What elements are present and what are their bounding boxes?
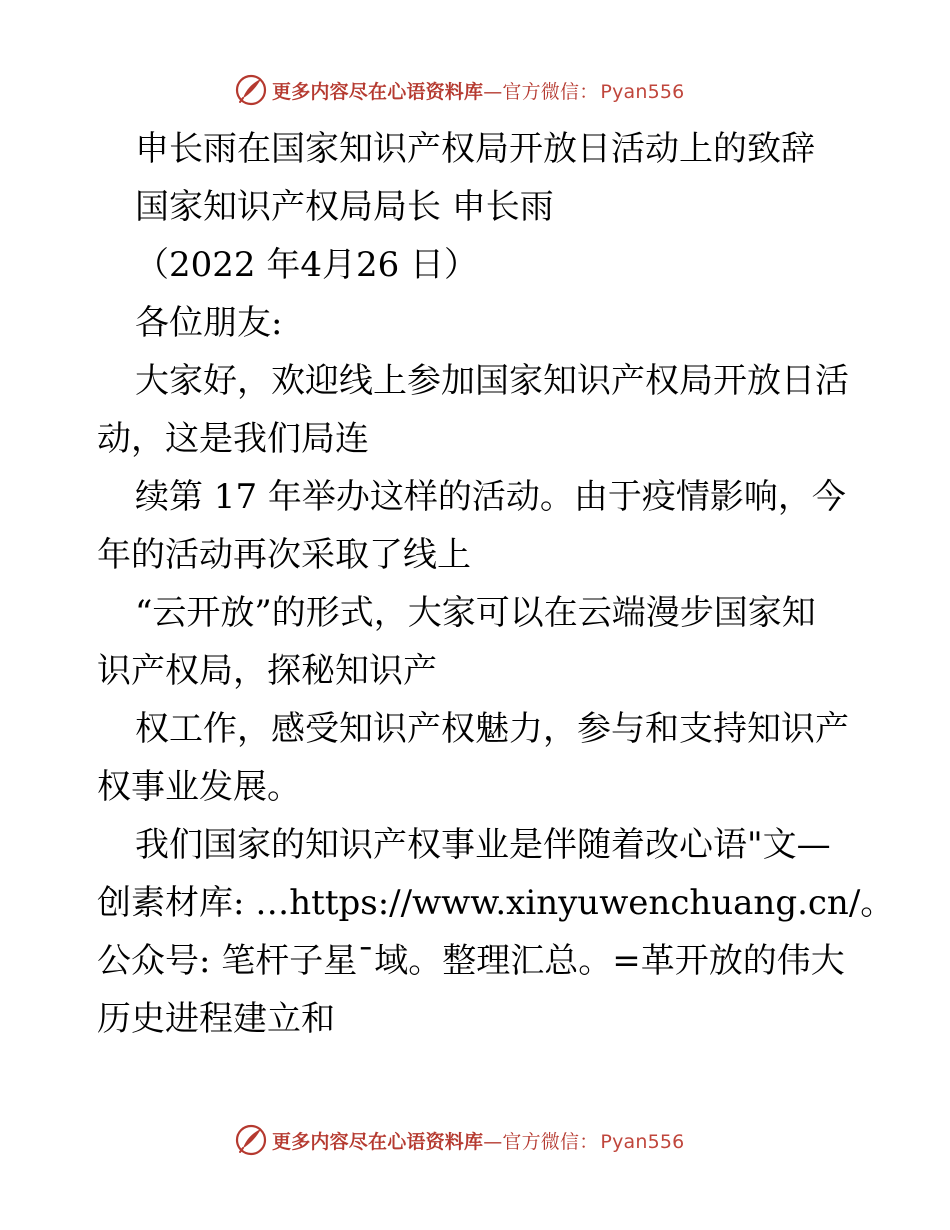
paragraph-line: 大家好，欢迎线上参加国家知识产权局开放日活	[135, 361, 849, 401]
document-body	[97, 120, 895, 1048]
paragraph-line: 创素材库: …https://www.xinyuwenchuang.cn/。	[97, 883, 895, 923]
watermark-official-label: 官方微信：	[502, 80, 599, 103]
watermark-footer	[234, 1123, 684, 1157]
paragraph-line: “云开放”的形式，大家可以在云端漫步国家知	[135, 593, 816, 633]
quill-logo-icon	[234, 1123, 268, 1157]
paragraph-line: 识产权局，探秘知识产	[97, 651, 437, 691]
document-title: 申长雨在国家知识产权局开放日活动上的致辞	[135, 129, 815, 169]
watermark-dash: —	[483, 80, 503, 103]
watermark-header	[234, 73, 684, 107]
document-author: 国家知识产权局局长 申长雨	[135, 187, 554, 227]
paragraph-line: 年的活动再次采取了线上	[97, 535, 471, 575]
watermark-site-name: 更多内容尽在心语资料库	[272, 80, 484, 103]
paragraph-line: 权事业发展。	[97, 767, 301, 807]
watermark-wechat-id: Pyan556	[600, 80, 685, 103]
paragraph-line: 公众号: 笔杆子星¯域。整理汇总。=革开放的伟大	[97, 941, 845, 981]
paragraph-line: 续第 17 年举办这样的活动。由于疫情影响，今	[135, 477, 846, 517]
watermark-official-label: 官方微信：	[502, 1130, 599, 1153]
watermark-site-name: 更多内容尽在心语资料库	[272, 1130, 484, 1153]
paragraph-line: 我们国家的知识产权事业是伴随着改心语"文—	[135, 825, 831, 865]
document-salutation: 各位朋友:	[135, 303, 283, 343]
paragraph-line: 动，这是我们局连	[97, 419, 369, 459]
paragraph-line: 历史进程建立和	[97, 999, 335, 1039]
watermark-wechat-id: Pyan556	[600, 1130, 685, 1153]
watermark-dash: —	[483, 1130, 503, 1153]
document-date: （2022 年4月26 日）	[135, 245, 479, 285]
paragraph-line: 权工作，感受知识产权魅力，参与和支持知识产	[135, 709, 849, 749]
quill-logo-icon	[234, 73, 268, 107]
